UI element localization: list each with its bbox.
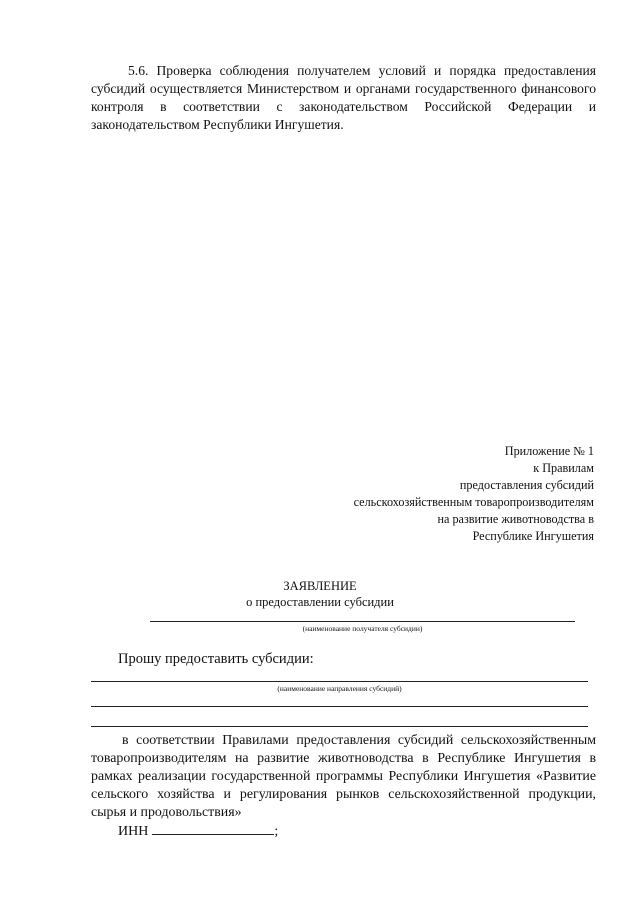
request-label: Прошу предоставить субсидии: <box>118 651 314 667</box>
inn-field[interactable] <box>152 822 274 835</box>
appendix-line: к Правилам <box>533 461 594 475</box>
appendix-header <box>294 443 594 545</box>
appendix-line: сельскохозяйственным товаропроизводителям <box>353 495 594 509</box>
inn-row <box>118 822 278 841</box>
appendix-line: Республике Ингушетия <box>472 529 594 543</box>
subsidy-direction-line[interactable] <box>91 681 588 682</box>
subsidy-direction-caption: (наименование направления субсидий) <box>277 684 402 693</box>
recipient-name-line[interactable] <box>150 621 575 622</box>
appendix-line: предоставления субсидий <box>459 478 594 492</box>
subsidy-direction-line-2[interactable] <box>91 706 588 707</box>
appendix-line: Приложение № 1 <box>504 444 594 458</box>
form-subtitle: о предоставлении субсидии <box>246 595 394 609</box>
inn-suffix: ; <box>274 824 279 839</box>
appendix-line: на развитие животноводства в <box>437 512 594 526</box>
section-5-6-paragraph: 5.6. Проверка соблюдения получателем условий и порядка предоставления субсидий осуществляется Министерством и органами государственного финансового контроля в соответствии с законодательством Российской Федерации и законодательством Республики Ингушетия. <box>91 63 596 132</box>
form-title: ЗАЯВЛЕНИЕ <box>283 579 357 593</box>
inn-label: ИНН <box>118 824 149 839</box>
recipient-name-caption: (наименование получателя субсидии) <box>302 624 423 633</box>
legal-basis-paragraph: в соответствии Правилами предоставления субсидий сельскохозяйственным товаропроизводителям на развитие животноводства в Республике Ингушетия в рамках реализации государственной программы Республики Ингушетия «Развитие сельского хозяйства и регулирования рынков сельскохозяйственной продукции, сырья и продовольствия» <box>91 733 596 820</box>
subsidy-direction-line-3[interactable] <box>91 726 588 727</box>
